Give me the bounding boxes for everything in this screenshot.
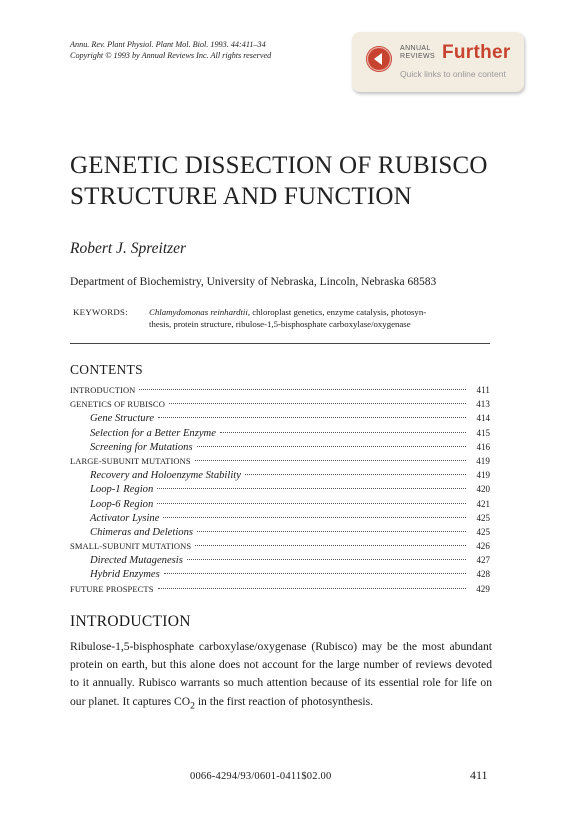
toc-item[interactable]: Screening for Mutations 416: [90, 441, 490, 453]
keywords-line-2: thesis, protein structure, ribulose-1,5-bisphosphate carboxylase/oxygenase: [149, 319, 411, 329]
annual-reviews-further-badge[interactable]: [352, 32, 524, 92]
journal-header: [70, 40, 271, 61]
author-affiliation: Department of Biochemistry, University of Nebraska, Lincoln, Nebraska 68583: [70, 276, 437, 288]
article-title: [70, 150, 530, 212]
author-name: Robert J. Spreitzer: [70, 240, 187, 257]
toc-item[interactable]: GENETICS OF RUBISCO 413: [70, 399, 490, 410]
toc-item[interactable]: Activator Lysine 425: [90, 512, 490, 524]
further-logo-word: Further: [442, 42, 511, 63]
keywords-text: [149, 306, 489, 330]
journal-citation: Annu. Rev. Plant Physiol. Plant Mol. Biol. 1993. 44:411–34: [70, 40, 266, 49]
toc-item[interactable]: Chimeras and Deletions 425: [90, 526, 490, 538]
toc-item[interactable]: Directed Mutagenesis 427: [90, 555, 490, 567]
table-of-contents: [70, 383, 490, 596]
title-line-2: STRUCTURE AND FUNCTION: [70, 183, 412, 210]
toc-item[interactable]: Selection for a Better Enzyme 415: [90, 427, 490, 439]
title-line-1: GENETIC DISSECTION OF RUBISCO: [70, 152, 488, 179]
toc-item[interactable]: Loop-1 Region 420: [90, 484, 490, 496]
further-arrow-icon: [366, 46, 392, 72]
toc-item[interactable]: FUTURE PROSPECTS 429: [70, 583, 490, 594]
toc-item[interactable]: Loop-6 Region 421: [90, 498, 490, 510]
toc-item[interactable]: Recovery and Holoenzyme Stability 419: [90, 470, 490, 482]
toc-item[interactable]: Hybrid Enzymes 428: [90, 569, 490, 581]
copyright-notice: Copyright © 1993 by Annual Reviews Inc. All rights reserved: [70, 50, 272, 60]
page-number: 411: [470, 768, 488, 782]
further-subtitle: Quick links to online content: [400, 69, 506, 79]
toc-item[interactable]: Gene Structure 414: [90, 413, 490, 425]
toc-item[interactable]: SMALL-SUBUNIT MUTATIONS 426: [70, 541, 490, 552]
keywords-rest: , chloroplast genetics, enzyme catalysis, photosyn-: [247, 307, 427, 317]
introduction-heading: INTRODUCTION: [70, 613, 191, 630]
keyword-species: Chlamydomonas reinhardtii: [149, 307, 248, 317]
keywords-label: KEYWORDS:: [73, 307, 128, 317]
contents-heading: CONTENTS: [70, 362, 143, 377]
keywords-divider: [70, 343, 490, 344]
toc-item[interactable]: INTRODUCTION 411: [70, 385, 490, 395]
article-code: 0066-4294/93/0601-0411$02.00: [190, 771, 332, 782]
introduction-paragraph: Ribulose-1,5-bisphosphate carboxylase/oxygenase (Rubisco) may be the most abundant protein on earth, but this alone does not account for the large number of reviews devoted to it annually. Rubisco warrants so much attention because of its essential role for life on our planet. It captures $CO_2$ in the first reaction of photosynthesis.: [70, 640, 492, 711]
toc-item[interactable]: LARGE-SUBUNIT MUTATIONS 419: [70, 455, 490, 466]
annual-reviews-logo-text: ANNUAL REVIEWS: [400, 45, 436, 60]
